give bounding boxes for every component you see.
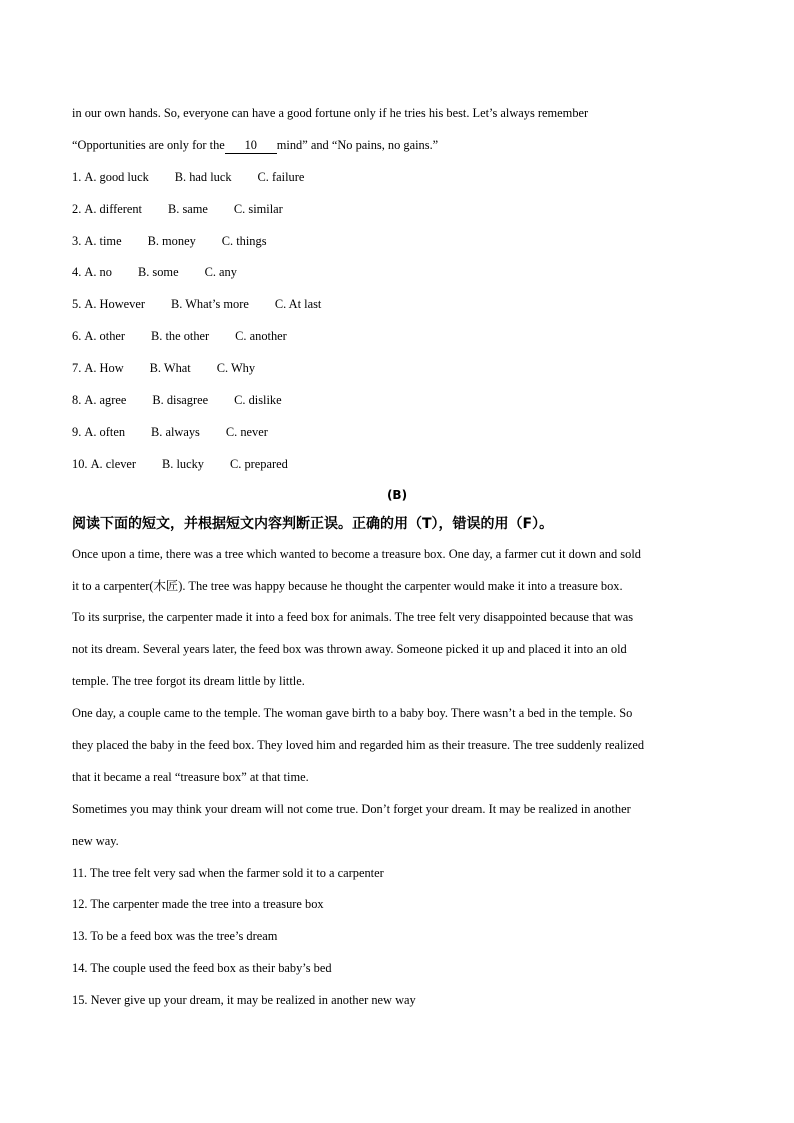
passage-a-line-1: in our own hands. So, everyone can have a good fortune only if he tries his best. Let’s always remember bbox=[72, 106, 589, 120]
question-item bbox=[72, 417, 722, 449]
answer-blank-10: 10 bbox=[225, 138, 277, 154]
question-item bbox=[72, 289, 722, 321]
question-item bbox=[72, 385, 722, 417]
statement-item: 15. Never give up your dream, it may be realized in another new way bbox=[72, 993, 416, 1008]
option-c: C. prepared bbox=[230, 456, 288, 471]
passage-a-line-2 bbox=[72, 130, 722, 162]
passage-b-paragraph-3 bbox=[72, 794, 722, 858]
passage-a-line-2-before: “Opportunities are only for the bbox=[72, 137, 225, 152]
statement-item: 13. To be a feed box was the tree’s dream bbox=[72, 929, 278, 944]
section-b-instruction: 阅读下面的短文，并根据短文内容判断正误。正确的用（T），错误的用（F）。 bbox=[72, 515, 554, 532]
option-a: A. no bbox=[84, 265, 112, 280]
question-number: 10. bbox=[72, 456, 88, 471]
option-b: B. What bbox=[149, 361, 191, 376]
text-line: Once upon a time, there was a tree which wanted to become a treasure box. One day, a farmer cut it down and sold bbox=[72, 546, 641, 561]
option-b: B. disagree bbox=[152, 393, 209, 408]
passage-a-line-2-after: mind” and “No pains, no gains.” bbox=[276, 137, 439, 152]
question-item bbox=[72, 353, 722, 385]
question-item bbox=[72, 194, 722, 226]
section-b-heading: (B) bbox=[386, 487, 408, 502]
question-number: 8. bbox=[72, 393, 82, 408]
option-b: B. always bbox=[151, 424, 200, 439]
statement-item: 14. The couple used the feed box as their baby’s bed bbox=[72, 961, 332, 976]
option-a: A. agree bbox=[84, 393, 127, 408]
option-b: B. money bbox=[147, 233, 196, 248]
option-a: A. time bbox=[84, 233, 122, 248]
passage-b-paragraph-1 bbox=[72, 539, 722, 698]
text-line: Sometimes you may think your dream will not come true. Don’t forget your dream. It may be realized in another bbox=[72, 801, 631, 816]
statement-item: 12. The carpenter made the tree into a treasure box bbox=[72, 897, 324, 912]
text-line: To its surprise, the carpenter made it into a feed box for animals. The tree felt very disappointed because that was bbox=[72, 610, 634, 625]
option-c: C. At last bbox=[274, 297, 322, 312]
question-number: 3. bbox=[72, 233, 82, 248]
question-item bbox=[72, 162, 722, 194]
question-number: 6. bbox=[72, 329, 82, 344]
text-line: temple. The tree forgot its dream little by little. bbox=[72, 674, 305, 689]
text-line: One day, a couple came to the temple. The woman gave birth to a baby boy. There wasn’t a bed in the temple. So bbox=[72, 706, 633, 721]
option-b: B. some bbox=[137, 265, 179, 280]
question-number: 2. bbox=[72, 201, 82, 216]
option-b: B. same bbox=[167, 201, 208, 216]
question-number: 1. bbox=[72, 169, 82, 184]
option-b: B. What’s more bbox=[170, 297, 249, 312]
option-c: C. another bbox=[235, 329, 287, 344]
question-list-a bbox=[72, 162, 722, 481]
option-c: C. failure bbox=[257, 169, 305, 184]
passage-b-paragraph-2 bbox=[72, 698, 722, 794]
option-a: A. clever bbox=[90, 456, 137, 471]
text-line: new way. bbox=[72, 833, 119, 848]
option-a: A. different bbox=[84, 201, 142, 216]
question-number: 9. bbox=[72, 424, 82, 439]
question-number: 7. bbox=[72, 361, 82, 376]
text-line: that it became a real “treasure box” at that time. bbox=[72, 769, 309, 784]
question-item bbox=[72, 257, 722, 289]
question-number: 4. bbox=[72, 265, 82, 280]
question-item bbox=[72, 449, 722, 481]
option-a: A. other bbox=[84, 329, 126, 344]
option-c: C. Why bbox=[216, 361, 256, 376]
option-a: A. often bbox=[84, 424, 126, 439]
option-a: A. good luck bbox=[84, 169, 149, 184]
option-b: B. the other bbox=[151, 329, 210, 344]
option-a: A. However bbox=[84, 297, 145, 312]
option-c: C. never bbox=[225, 424, 268, 439]
option-a: A. How bbox=[84, 361, 124, 376]
statement-list bbox=[72, 858, 722, 1017]
question-item bbox=[72, 321, 722, 353]
text-line: not its dream. Several years later, the feed box was thrown away. Someone picked it up and placed it into an old bbox=[72, 642, 627, 657]
text-line: it to a carpenter(木匠). The tree was happy because he thought the carpenter would make it into a treasure box. bbox=[72, 578, 623, 593]
option-c: C. things bbox=[221, 233, 267, 248]
option-c: C. dislike bbox=[234, 393, 282, 408]
option-b: B. lucky bbox=[162, 456, 205, 471]
option-c: C. any bbox=[204, 265, 237, 280]
question-item bbox=[72, 226, 722, 258]
text-line: they placed the baby in the feed box. They loved him and regarded him as their treasure. The tree suddenly realized bbox=[72, 738, 645, 753]
statement-item: 11. The tree felt very sad when the farmer sold it to a carpenter bbox=[72, 865, 384, 880]
option-b: B. had luck bbox=[174, 169, 232, 184]
option-c: C. similar bbox=[233, 201, 283, 216]
document-page bbox=[72, 98, 722, 1017]
question-number: 5. bbox=[72, 297, 82, 312]
